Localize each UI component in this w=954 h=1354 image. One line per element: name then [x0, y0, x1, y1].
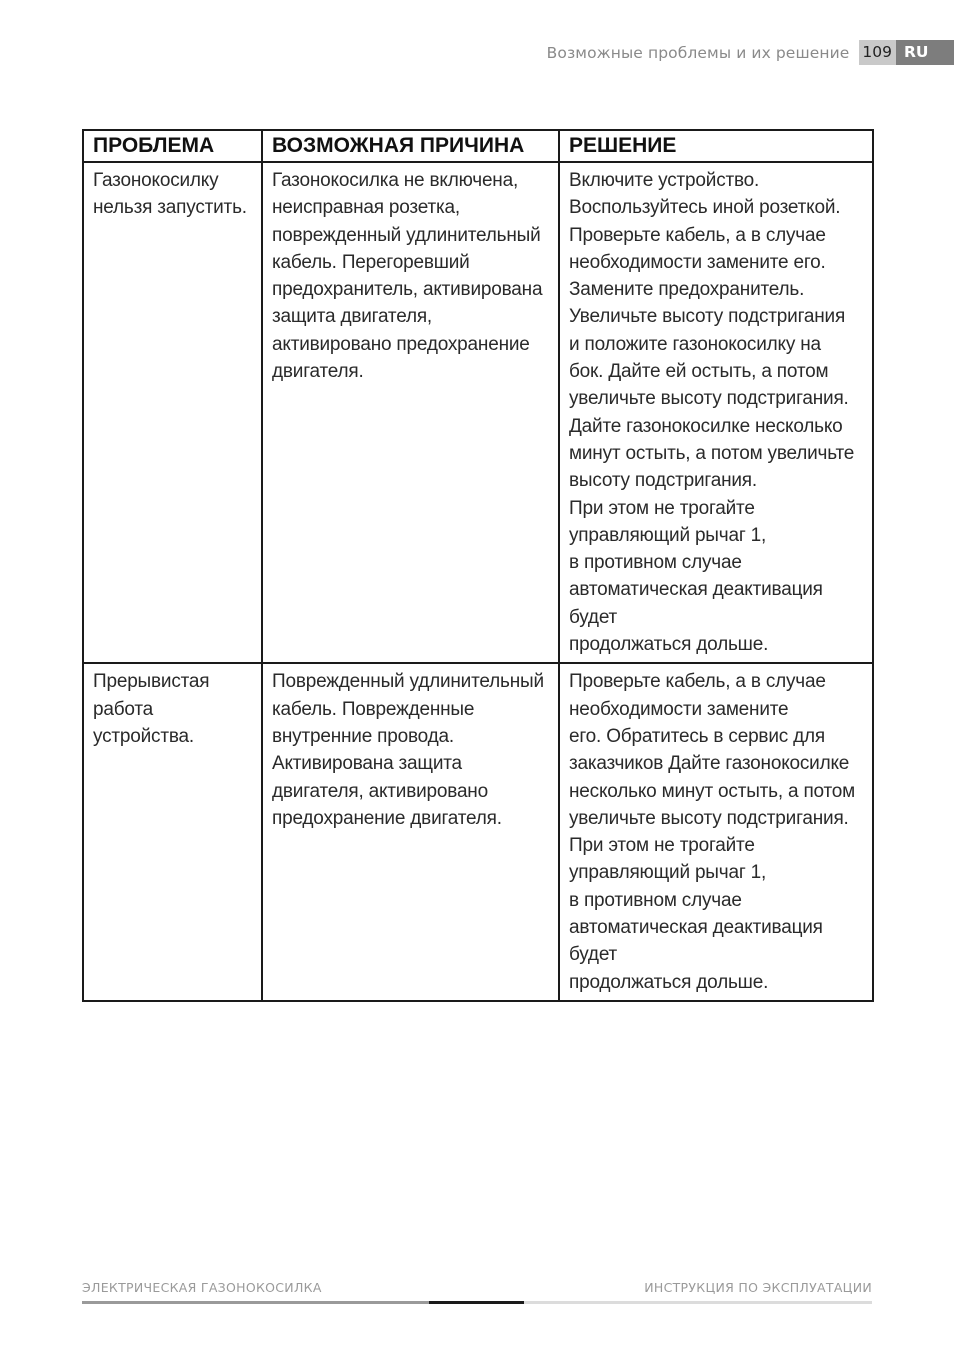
table-header-row [83, 130, 873, 162]
cell-text-line: Газонокосилка не включена, [272, 170, 519, 191]
cell-text-line: неисправная розетка, [272, 197, 460, 219]
cell-text-line: При этом не трогайте [569, 497, 755, 519]
cell-text-line: защита двигателя, [272, 306, 432, 328]
section-title: Возможные проблемы и их решение [546, 43, 850, 62]
cell-text-line: в противном случае [569, 552, 742, 574]
cell-text-line: продолжаться дольше. [569, 634, 769, 656]
cell-text-line: Увеличьте высоту подстригания [569, 306, 846, 328]
problem-cell [83, 162, 262, 663]
cell-text-line: При этом не трогайте [569, 835, 755, 857]
cell-text-line: двигателя, активировано [272, 780, 488, 802]
cell-text-line: двигателя. [272, 361, 364, 383]
cell-text-line: минут остыть, а потом увеличьте [569, 442, 855, 464]
header-cause: ВОЗМОЖНАЯ ПРИЧИНА [262, 130, 559, 162]
cell-text-line: Замените предохранитель. [569, 279, 805, 301]
solution-cell [559, 162, 873, 663]
header-solution: РЕШЕНИЕ [559, 130, 873, 162]
cell-text-line: кабель. Поврежденные [272, 698, 475, 720]
footer-rule-left [82, 1301, 429, 1304]
cell-text-line: управляющий рычаг 1, [569, 524, 767, 546]
footer-product-name: ЭЛЕКТРИЧЕСКАЯ ГАЗОНОКОСИЛКА [82, 1280, 322, 1295]
cell-text-line: управляющий рычаг 1, [569, 862, 767, 884]
cell-text-line: увеличьте высоту подстригания. [569, 388, 849, 410]
table-row [83, 162, 873, 663]
cell-text-line: будет [569, 944, 618, 966]
cell-text-line: и положите газонокосилку на [569, 333, 821, 355]
cell-text-line: работа [93, 698, 154, 720]
cell-text-line: бок. Дайте ей остыть, а потом [569, 361, 829, 383]
cell-text-line: Поврежденный удлинительный [272, 671, 544, 693]
cell-text-line: автоматическая деактивация [569, 579, 823, 601]
solution-cell [559, 663, 873, 1001]
footer-rule-middle [429, 1301, 524, 1304]
footer-doc-type: ИНСТРУКЦИЯ ПО ЭКСПЛУАТАЦИИ [644, 1280, 872, 1295]
page-header [547, 40, 954, 65]
cell-text-line: Проверьте кабель, а в случае [569, 224, 826, 246]
cell-text-line: активировано предохранение [272, 333, 530, 355]
cell-text-line: увеличьте высоту подстригания. [569, 807, 849, 829]
cell-text-line: необходимости замените его. [569, 251, 826, 273]
header-problem: ПРОБЛЕМА [83, 130, 262, 162]
cell-text-line: внутренние провода. [272, 725, 454, 747]
cell-text-line: предохранение двигателя. [272, 807, 502, 829]
cell-text-line: в противном случае [569, 889, 742, 911]
cell-text-line: его. Обратитесь в сервис для [569, 725, 825, 747]
cell-text-line: устройства. [93, 725, 194, 747]
cause-cell [262, 162, 559, 663]
cell-text-line: несколько минут остыть, а потом [569, 780, 856, 802]
troubleshooting-table [82, 129, 874, 1002]
cell-text-line: Прерывистая [93, 671, 210, 693]
footer-rule-right [524, 1301, 872, 1304]
problem-cell [83, 663, 262, 1001]
cell-text-line: Включите устройство. [569, 170, 760, 191]
cell-text-line: высоту подстригания. [569, 470, 757, 492]
cell-text-line: Активирована защита [272, 753, 462, 775]
cell-text-line: необходимости замените [569, 698, 789, 720]
cell-text-line: нельзя запустить. [93, 197, 247, 219]
language-badge: RU [896, 40, 954, 65]
page-number: 109 [859, 40, 896, 65]
cause-cell [262, 663, 559, 1001]
cell-text-line: поврежденный удлинительный [272, 224, 541, 246]
cell-text-line: заказчиков Дайте газонокосилке [569, 753, 850, 775]
cell-text-line: продолжаться дольше. [569, 971, 769, 993]
cell-text-line: предохранитель, активирована [272, 279, 543, 301]
cell-text-line: Газонокосилку [93, 170, 219, 191]
cell-text-line: будет [569, 606, 618, 628]
table-row [83, 663, 873, 1001]
cell-text-line: Проверьте кабель, а в случае [569, 671, 826, 693]
cell-text-line: кабель. Перегоревший [272, 251, 470, 273]
cell-text-line: Воспользуйтесь иной розеткой. [569, 197, 841, 219]
cell-text-line: Дайте газонокосилке несколько [569, 415, 843, 437]
cell-text-line: автоматическая деактивация [569, 917, 823, 939]
